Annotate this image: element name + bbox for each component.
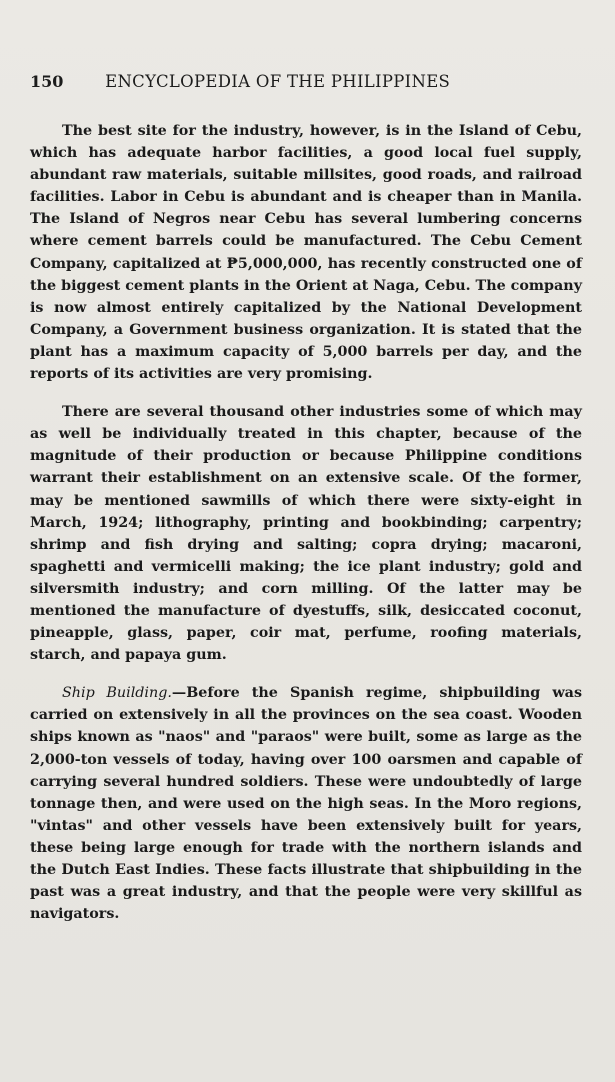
running-title: ENCYCLOPEDIA OF THE PHILIPPINES (105, 72, 451, 91)
section-heading-ship-building: Ship Building. (62, 685, 172, 702)
paragraph-ship-building-text: —Before the Spanish regime, shipbuilding was carried on extensively in all the provinces on the sea coast. Wooden ships known as "naos" and "paraos" were built, some as large as the 2,000-ton vessels of today, having over 100 oarsmen and capable of carrying several hundred soldiers. These were undoubtedly of large tonnage then, and were used on the high seas. In the Moro regions, "vintas" and other vessels have been extensively built for years, these being large enough for trade with the northern islands and the Dutch East Indies. These facts illustrate that shipbuilding in the past was a great industry, and that the people were very skillful as navigators. (30, 685, 582, 923)
paragraph-cebu-cement: The best site for the industry, however, is in the Island of Cebu, which has adequate harbor facilities, a good local fuel supply, abundant raw materials, suitable millsites, good roads, and railroad facilities. Labor in Cebu is abundant and is cheaper than in Manila. The Island of Negros near Cebu has several lumbering concerns where cement barrels could be manufactured. The Cebu Cement Company, capitalized at ₱5,000,000, has recently constructed one of the biggest cement plants in the Orient at Naga, Cebu. The company is now almost entirely capitalized by the National Development Company, a Government business organization. It is stated that the plant has a maximum capacity of 5,000 barrels per day, and the reports of its activities are very promising. (30, 123, 582, 383)
paragraph-ship-building (30, 682, 582, 925)
page-number: 150 (30, 72, 64, 91)
page-header (30, 72, 590, 91)
body-text (30, 120, 582, 941)
paragraph-other-industries: There are several thousand other industries some of which may as well be individually treated in this chapter, because of the magnitude of their production or because Philippine conditions warrant their establishment on an extensive scale. Of the former, may be mentioned sawmills of which there were sixty-eight in March, 1924; lithography, printing and bookbinding; carpentry; shrimp and fish drying and salting; copra drying; macaroni, spaghetti and vermicelli making; the ice plant industry; gold and silversmith industry; and corn milling. Of the latter may be mentioned the manufacture of dyestuffs, silk, desiccated coconut, pineapple, glass, paper, coir mat, perfume, roofing materials, starch, and papaya gum. (30, 404, 582, 664)
